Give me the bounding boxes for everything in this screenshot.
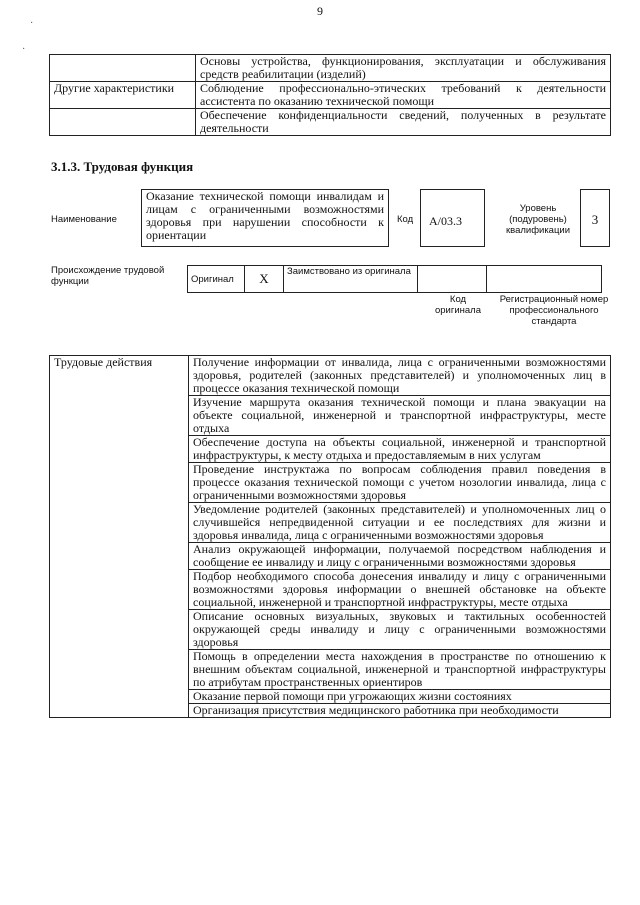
- scan-speck: ·: [30, 18, 34, 29]
- row-text: Обеспечение конфиденциальности сведений, полученных в результате деятельности: [196, 109, 611, 136]
- code-original-label: Код оригинала: [434, 294, 481, 316]
- table-row: [188, 266, 602, 293]
- original-label: Оригинал: [188, 266, 245, 293]
- row-text: Основы устройства, функционирования, эксплуатации и обслуживания средств реабилитации (изделий): [196, 55, 611, 82]
- function-code: A/03.3: [420, 189, 485, 247]
- reg-number-cell: [487, 266, 602, 293]
- level-label: Уровень (подуровень) квалификации: [505, 203, 571, 236]
- section-heading: 3.1.3. Трудовая функция: [51, 159, 194, 174]
- list-item: Оказание первой помощи при угрожающих жизни состояниях: [189, 690, 611, 704]
- page-number: 9: [317, 4, 323, 18]
- original-mark: X: [245, 266, 284, 293]
- code-original-cell: [418, 266, 487, 293]
- row-label: [50, 55, 196, 82]
- list-item: Проведение инструктажа по вопросам соблюдения правил поведения в процессе оказания технической помощи с учетом нозологии инвалида, лица с ограниченными возможностями здоровья: [189, 463, 611, 503]
- origin-label: Происхождение трудовой функции: [51, 265, 165, 287]
- list-item: Описание основных визуальных, звуковых и тактильных особенностей окружающей среды инвалиду и лицу с ограниченными возможностями здоровья: [189, 610, 611, 650]
- labor-actions-table: [49, 355, 611, 718]
- characteristics-table: [49, 54, 611, 136]
- name-label: Наименование: [51, 214, 117, 225]
- list-item: Уведомление родителей (законных представителей) и уполномоченных лиц о случившейся непредвиденной ситуации и ее последствиях для жизни и здоровья инвалида, лица с ограниченными возможностями здоровья: [189, 503, 611, 543]
- list-item: Изучение маршрута оказания технической помощи и плана эвакуации на объекте социальной, инженерной и транспортной инфраструктуры, месте отдыха: [189, 396, 611, 436]
- table-row: [50, 109, 611, 136]
- table-row: [50, 55, 611, 82]
- row-text: Соблюдение профессионально-этических требований к деятельности ассистента по оказанию технической помощи: [196, 82, 611, 109]
- scan-speck: ·: [22, 44, 26, 55]
- function-name: Оказание технической помощи инвалидам и лицам с ограниченными возможностями здоровья при нарушении способности к ориентации: [141, 189, 389, 247]
- origin-table: [187, 265, 602, 293]
- table-row: [50, 82, 611, 109]
- borrowed-label: Заимствовано из оригинала: [284, 266, 418, 293]
- list-item: Организация присутствия медицинского работника при необходимости: [189, 704, 611, 718]
- labor-actions-label: Трудовые действия: [50, 356, 189, 718]
- list-item: Анализ окружающей информации, получаемой посредством наблюдения и сообщение ее инвалиду и лицу с ограниченными возможностями здоровья: [189, 543, 611, 570]
- list-item: Получение информации от инвалида, лица с ограниченными возможностями здоровья, родителей (законных представителей) и уполномоченных лиц в процессе оказания технической помощи: [189, 356, 611, 396]
- code-label: Код: [397, 214, 414, 225]
- list-item: Подбор необходимого способа донесения инвалиду и лицу с ограниченными возможностями здоровья информации о внешней обстановке на объекте социальной, инженерной и транспортной инфраструктуры, месте отдыха: [189, 570, 611, 610]
- row-label: [50, 109, 196, 136]
- list-item: Помощь в определении места нахождения в пространстве по отношению к внешним объектам социальной, инженерной и транспортной инфраструктуры по атрибутам пространственных ориентиров: [189, 650, 611, 690]
- row-label: Другие характеристики: [50, 82, 196, 109]
- list-item: Обеспечение доступа на объекты социальной, инженерной и транспортной инфраструктуры, к месту отдыха и предоставляемым в них услугам: [189, 436, 611, 463]
- reg-number-label: Регистрационный номер профессионального стандарта: [499, 294, 609, 327]
- table-row: [50, 356, 611, 396]
- level-value: 3: [580, 189, 610, 247]
